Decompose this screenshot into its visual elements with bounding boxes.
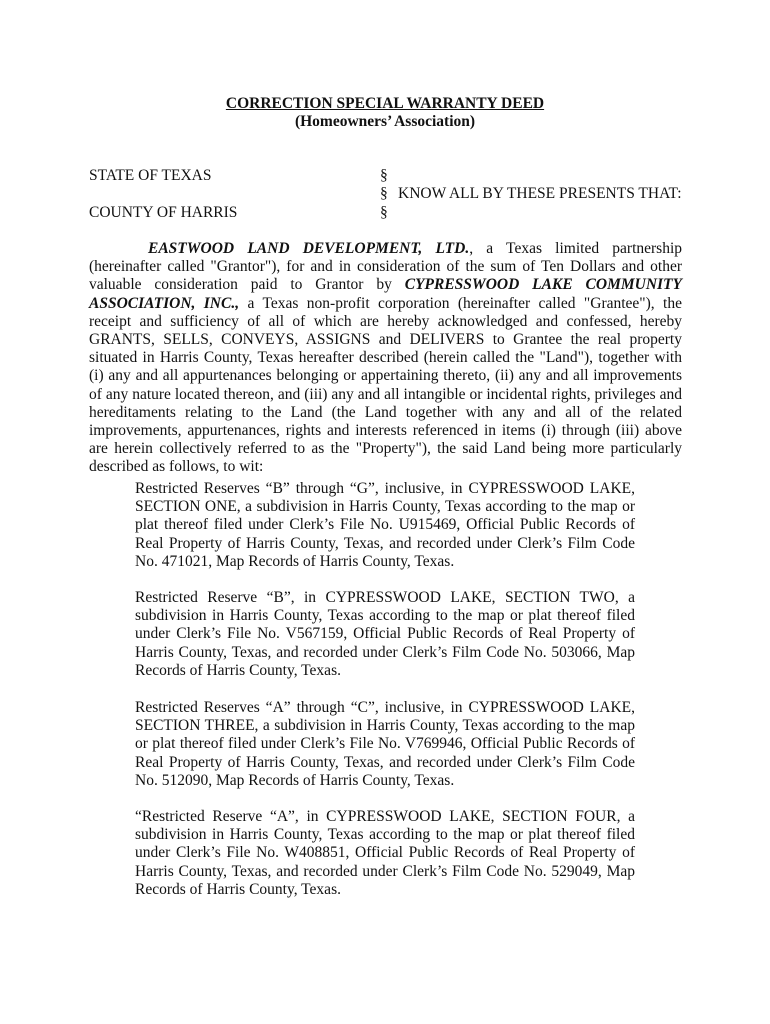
legal-description-section-one: Restricted Reserves “B” through “G”, inclusive, in CYPRESSWOOD LAKE, SECTION ONE, a subdivision in Harris County, Texas according to the map or plat thereof filed under Clerk’s File No. U915469, Official Public Records of Real Property of Harris County, Texas, and recorded under Clerk’s Film Code No. 471021, Map Records of Harris County, Texas. xyxy=(135,480,635,570)
legal-description-section-two: Restricted Reserve “B”, in CYPRESSWOOD LAKE, SECTION TWO, a subdivision in Harris County, Texas according to the map or plat thereof filed under Clerk’s File No. V567159, Official Public Records of Real Property of Harris County, Texas, and recorded under Clerk’s Film Code No. 503066, Map Records of Harris County, Texas. xyxy=(135,589,635,679)
legal-description-section-four: “Restricted Reserve “A”, in CYPRESSWOOD LAKE, SECTION FOUR, a subdivision in Harris County, Texas according to the map or plat thereof filed under Clerk’s File No. W408851, Official Public Records of Real Property of Harris County, Texas, and recorded under Clerk’s Film Code No. 529049, Map Records of Harris County, Texas. xyxy=(135,808,635,898)
know-all-presents: KNOW ALL BY THESE PRESENTS THAT: xyxy=(398,185,682,202)
section-symbol: § xyxy=(380,167,388,184)
conveyance-text-1: , a Texas limited partnership (hereinafter called "Grantor"), for and in consideration of the sum of Ten Dollars and other valuable consideration paid to Grantor by xyxy=(89,240,683,294)
grantee-name: CYPRESSWOOD LAKE COMMUNITY ASSOCIATION, INC., xyxy=(89,276,682,312)
conveyance-text-2: a Texas non-profit corporation (hereinafter called "Grantee"), the receipt and sufficiency of all of which are hereby acknowledged and confessed, hereby GRANTS, SELLS, CONVEYS, ASSIGNS and DELIVERS to Grantee the real property situated in Harris County, Texas hereafter described (herein called the "Land"), together with (i) any and all appurtenances belonging or appertaining thereto, (ii) any and all improvements of any nature located thereon, and (iii) any and all intangible or incidental rights, privileges and hereditaments relating to the Land (the Land together with any and all of the related improvements, appurtenances, rights and interests referenced in items (i) through (iii) above are herein collectively referred to as the "Property"), the said Land being more particularly described as follows, to wit: xyxy=(89,294,682,476)
document-subtitle: (Homeowners’ Association) xyxy=(294,113,476,130)
conveyance-paragraph xyxy=(89,240,682,477)
legal-description-section-three: Restricted Reserves “A” through “C”, inclusive, in CYPRESSWOOD LAKE, SECTION THREE, a subdivision in Harris County, Texas according to the map or plat thereof filed under Clerk’s File No. V769946, Official Public Records of Real Property of Harris County, Texas, and recorded under Clerk’s Film Code No. 512090, Map Records of Harris County, Texas. xyxy=(135,699,635,789)
county-caption: COUNTY OF HARRIS xyxy=(89,204,238,221)
section-symbol: § xyxy=(380,204,388,221)
state-caption: STATE OF TEXAS xyxy=(89,167,212,184)
grantor-name: EASTWOOD LAND DEVELOPMENT, LTD. xyxy=(148,240,470,257)
document-title: CORRECTION SPECIAL WARRANTY DEED xyxy=(225,95,545,112)
section-symbol: § xyxy=(380,185,388,202)
